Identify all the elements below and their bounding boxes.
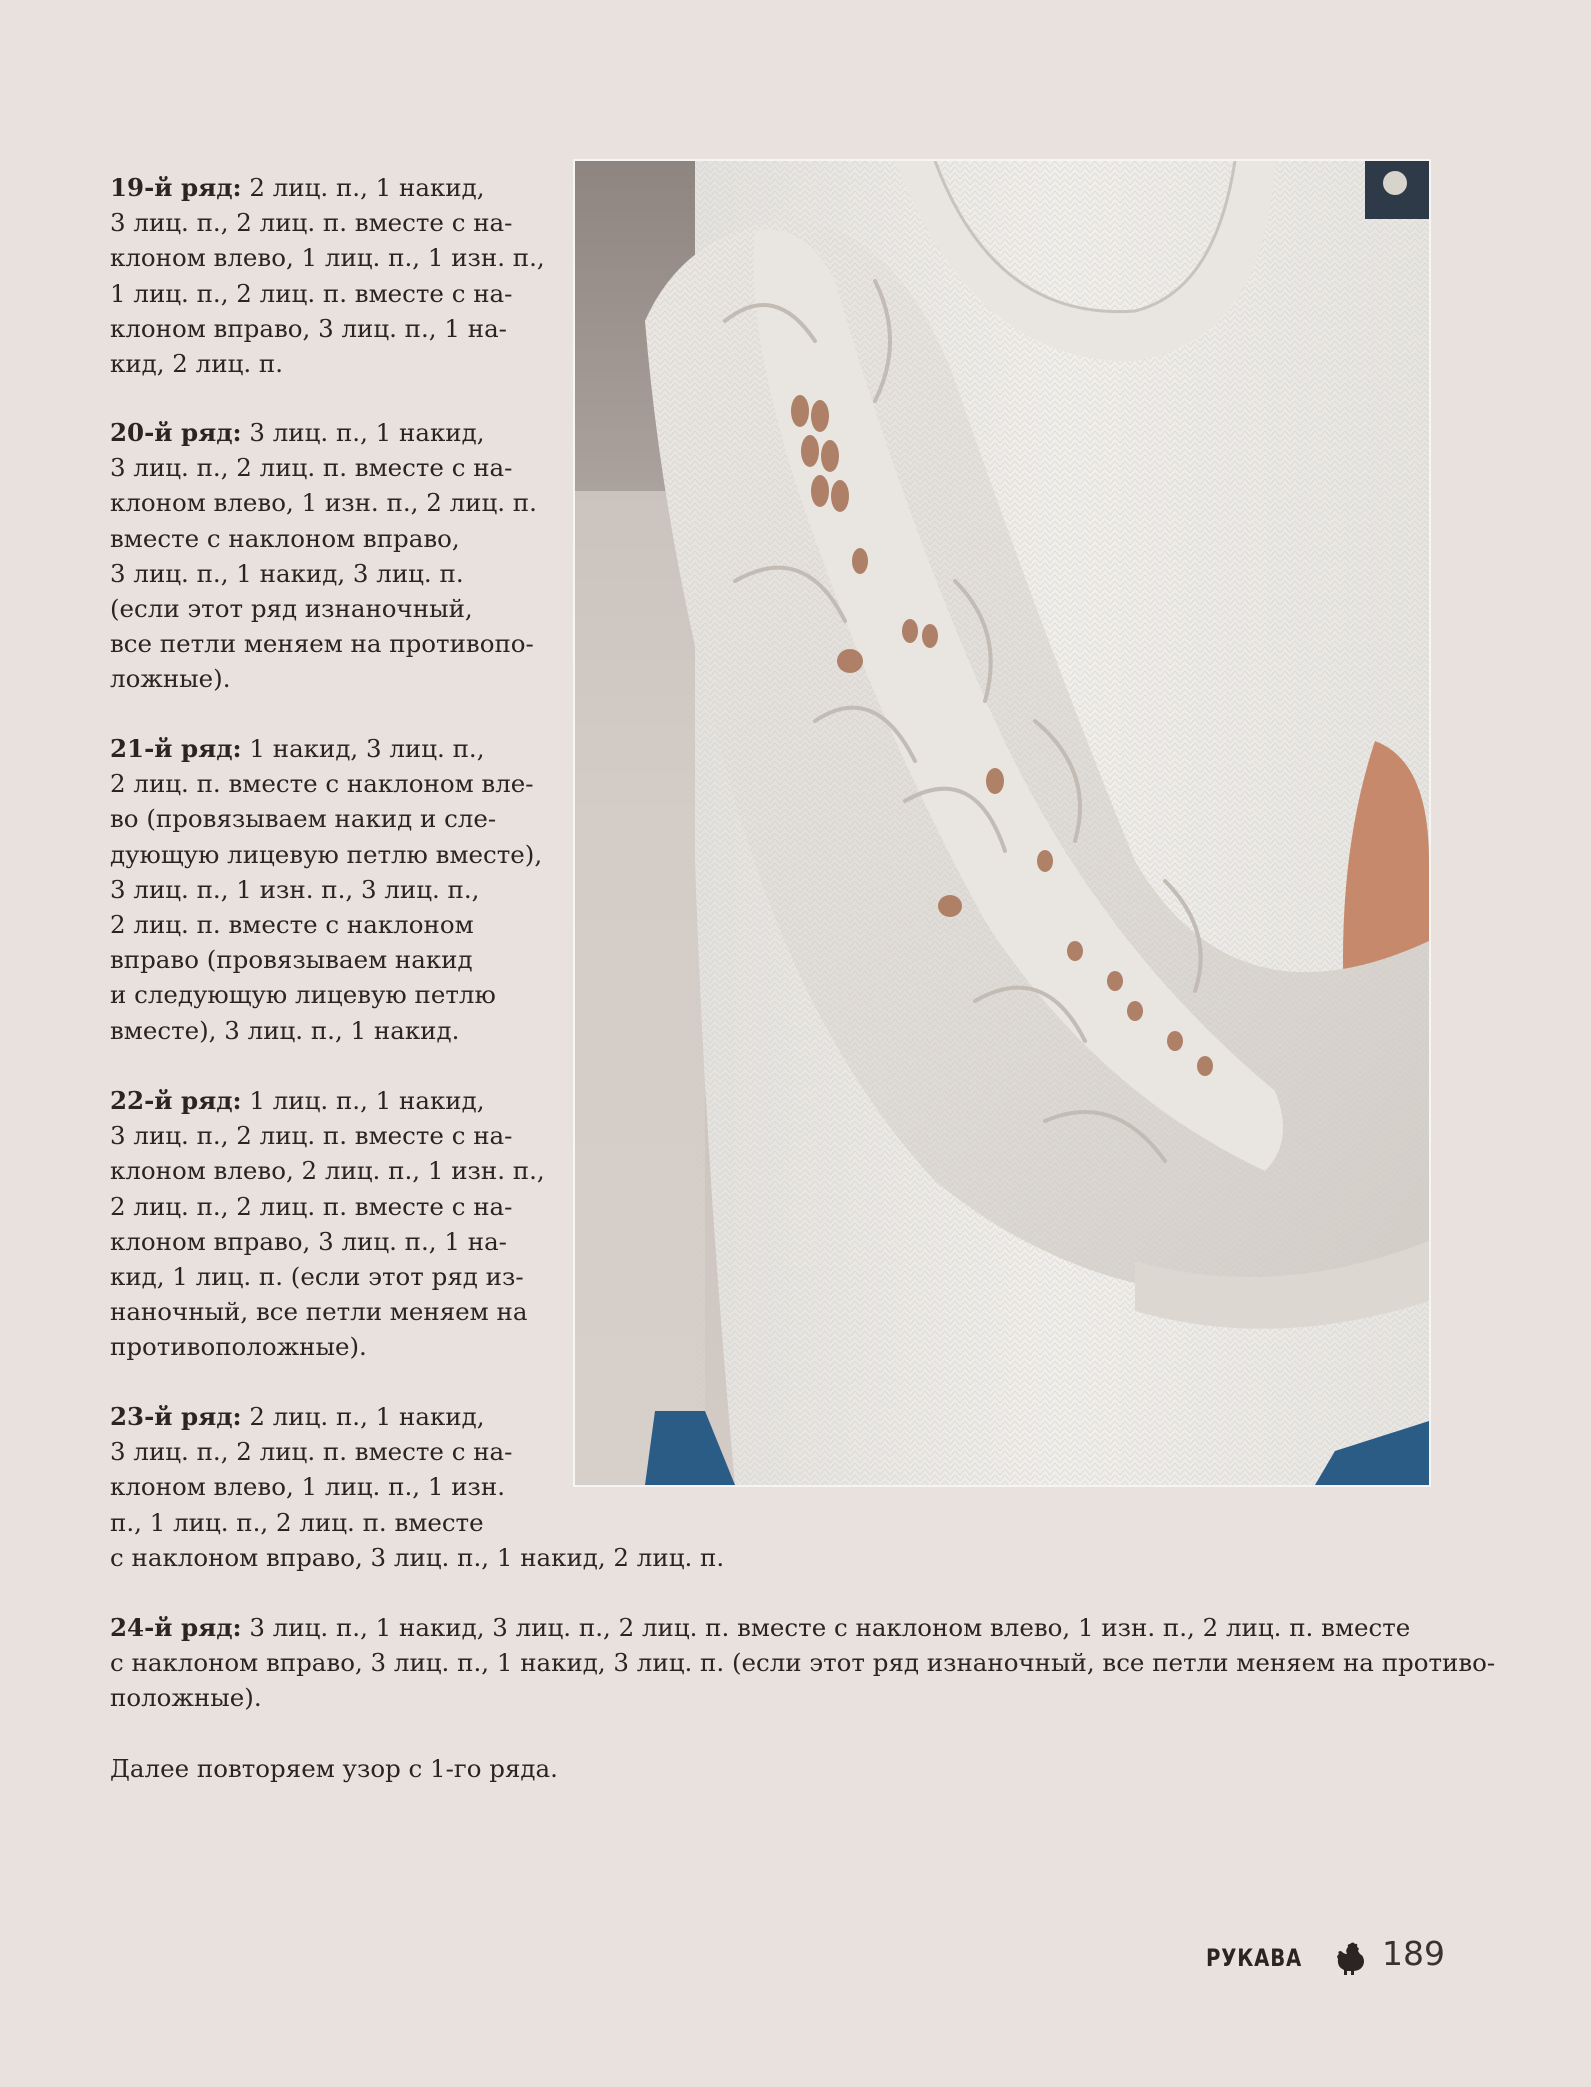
rooster-icon	[1334, 1940, 1366, 1976]
row-label: 22-й ряд:	[110, 1086, 242, 1115]
page-number: 189	[1382, 1934, 1445, 1973]
row-24-instructions: 24-й ряд: 3 лиц. п., 1 накид, 3 лиц. п., 2 лиц. п. вместе с наклоном влево, 1 изн. п., 2 лиц. п. вместе с наклоном вправо, 3 лиц. п., 1 накид, 3 лиц. п. (если этот ряд изнаночный, все петли меняем на противо- положные).	[110, 1613, 1496, 1713]
row-22-instructions: 22-й ряд: 1 лиц. п., 1 накид, 3 лиц. п., 2 лиц. п. вместе с на- клоном влево, 2 лиц. п., 1 изн. п., 2 лиц. п., 2 лиц. п. вместе с на- клоном вправо, 3 лиц. п., 1 на- кид, 1 лиц. п. (если этот ряд из- наночный, все петли меняем на противоположные).	[110, 1086, 545, 1362]
section-title: РУКАВА	[1206, 1944, 1303, 1972]
row-23-instructions: 23-й ряд: 2 лиц. п., 1 накид, 3 лиц. п., 2 лиц. п. вместе с на- клоном влево, 1 лиц. п., 1 изн. п., 1 лиц. п., 2 лиц. п. вместе с наклоном вправо, 3 лиц. п., 1 накид, 2 лиц. п.	[110, 1402, 725, 1572]
row-19-instructions: 19-й ряд: 2 лиц. п., 1 накид, 3 лиц. п., 2 лиц. п. вместе с на- клоном влево, 1 лиц. п., 1 изн. п., 1 лиц. п., 2 лиц. п. вместе с на- клоном вправо, 3 лиц. п., 1 на- кид, 2 лиц. п.	[110, 173, 545, 379]
repeat-pattern-note: Далее повторяем узор с 1-го ряда.	[110, 1754, 558, 1783]
row-label: 21-й ряд:	[110, 734, 242, 763]
row-label: 23-й ряд:	[110, 1402, 242, 1431]
knitted-sweater-sleeve-photo	[573, 159, 1431, 1487]
row-21-instructions: 21-й ряд: 1 накид, 3 лиц. п., 2 лиц. п. вместе с наклоном вле- во (провязываем накид и сле- дующую лицевую петлю вместе), 3 лиц. п., 1 изн. п., 3 лиц. п., 2 лиц. п. вместе с наклоном вправо (провязываем накид и следующую лицевую петлю вместе), 3 лиц. п., 1 накид.	[110, 734, 543, 1045]
row-label: 19-й ряд:	[110, 173, 242, 202]
row-label: 20-й ряд:	[110, 418, 242, 447]
row-label: 24-й ряд:	[110, 1613, 242, 1642]
sweater-illustration	[575, 161, 1429, 1485]
row-20-instructions: 20-й ряд: 3 лиц. п., 1 накид, 3 лиц. п., 2 лиц. п. вместе с на- клоном влево, 1 изн. п., 2 лиц. п. вместе с наклоном вправо, 3 лиц. п., 1 накид, 3 лиц. п. (если этот ряд изнаночный, все петли меняем на противопо- ложные).	[110, 418, 537, 694]
